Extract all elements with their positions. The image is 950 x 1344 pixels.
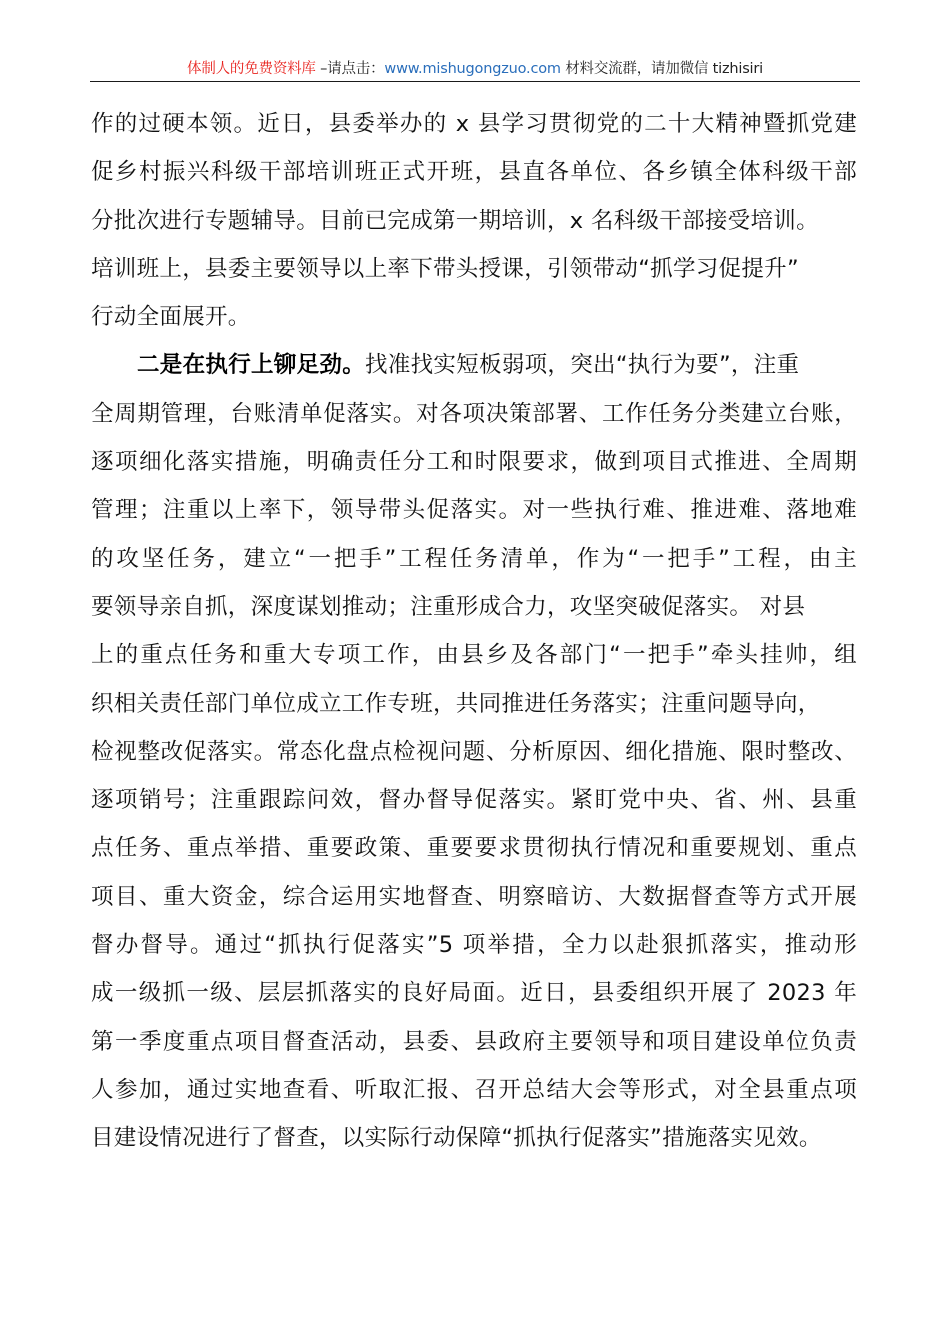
text-line: 要领导亲自抓，深度谋划推动；注重形成合力，攻坚突破促落实。 对县 (91, 593, 806, 620)
text-line: 督办督导。通过“抓执行促落实”5 项举措，全力以赴狠抓落实，推动形 (91, 932, 857, 959)
header-prompt: –请点击： (315, 61, 385, 77)
page-header (90, 58, 860, 80)
text-line: 点任务、重点举措、重要政策、重要要求贯彻执行情况和重要规划、重点 (91, 835, 857, 862)
text-line: 人参加，通过实地查看、听取汇报、召开总结大会等形式，对全县重点项 (91, 1076, 857, 1103)
text-line: 项目、重大资金，综合运用实地督查、明察暗访、大数据督查等方式开展 (91, 883, 857, 910)
text-line: 织相关责任部门单位成立工作专班，共同推进任务落实；注重问题导向， (91, 690, 821, 717)
text-line: 逐项细化落实措施，明确责任分工和时限要求，做到项目式推进、全周期 (91, 449, 857, 476)
text-line: 成一级抓一级、层层抓落实的良好局面。近日，县委组织开展了 2023 年 (91, 980, 857, 1007)
text-line: 全周期管理，台账清单促落实。对各项决策部署、工作任务分类建立台账， (91, 400, 857, 427)
text-line-first (91, 341, 861, 389)
text-line: 上的重点任务和重大专项工作，由县乡及各部门“一把手”牵头挂帅，组 (91, 642, 857, 669)
text-line: 作的过硬本领。近日，县委举办的 x 县学习贯彻党的二十大精神暨抓党建 (91, 111, 857, 137)
text-line: 逐项销号；注重跟踪问效，督办督导促落实。紧盯党中央、省、州、县重 (91, 787, 857, 814)
text-line: 第一季度重点项目督查活动，县委、县政府主要领导和项目建设单位负责 (91, 1028, 857, 1055)
paragraph-2 (91, 341, 861, 1162)
text-line: 检视整改促落实。常态化盘点检视问题、分析原因、细化措施、限时整改、 (91, 738, 857, 765)
text-line: 促乡村振兴科级干部培训班正式开班，县直各单位、各乡镇全体科级干部 (91, 159, 857, 186)
document-body (91, 100, 861, 1163)
header-url-link[interactable]: www.mishugongzuo.com (384, 61, 561, 77)
header-brand: 体制人的免费资料库 (187, 61, 316, 77)
text-line: 管理；注重以上率下，领导带头促落实。对一些执行难、推进难、落地难 (91, 497, 857, 524)
paragraph-1 (91, 100, 861, 341)
text-line: 培训班上，县委主要领导以上率下带头授课，引领带动“抓学习促提升” (91, 255, 799, 282)
paragraph-heading: 二是在执行上铆足劲。 (137, 352, 366, 379)
text-line: 的攻坚任务，建立“一把手”工程任务清单，作为“一把手”工程，由主 (91, 545, 857, 572)
header-divider (90, 81, 860, 82)
header-contact-text: 材料交流群，请加微信 tizhisiri (560, 61, 763, 77)
text-line: 分批次进行专题辅导。目前已完成第一期培训，x 名科级干部接受培训。 (91, 207, 819, 234)
text-line: 目建设情况进行了督查，以实际行动保障“抓执行促落实”措施落实见效。 (91, 1125, 822, 1152)
text-line: 行动全面展开。 (91, 304, 251, 331)
text-span: 找准找实短板弱项，突出“执行为要”，注重 (365, 352, 800, 379)
